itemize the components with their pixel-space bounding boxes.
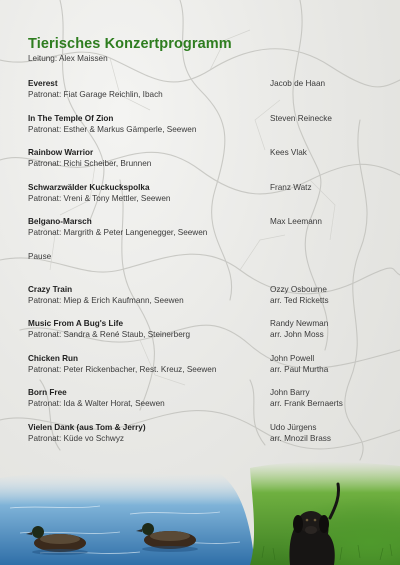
piece-patronat: Patronat: Vreni & Tony Mettler, Seewen: [28, 193, 171, 203]
piece-patronat: Patronat: Esther & Markus Gämperle, Seewen: [28, 124, 197, 134]
piece-title: Belgano-Marsch: [28, 217, 92, 226]
program-part-one: [28, 78, 372, 238]
piece-title: Crazy Train: [28, 284, 73, 294]
program-part-two: [28, 284, 372, 444]
program-item-bugs-life: [28, 318, 372, 340]
piece-composer: John Powell: [270, 353, 315, 363]
piece-composer: Kees Vlak: [270, 148, 307, 157]
piece-title: In The Temple Of Zion: [28, 113, 114, 123]
animal-photo-collage: [0, 448, 400, 565]
piece-composer: John Barry: [270, 388, 310, 397]
piece-title: Music From A Bug's Life: [28, 319, 124, 328]
piece-composer: Ozzy Osbourne: [270, 284, 327, 294]
program-title: Tierisches Konzertprogramm: [28, 36, 232, 52]
piece-arranger: arr. Mnozil Brass: [270, 433, 331, 443]
program-item-belgano-marsch: [28, 216, 372, 238]
piece-title: Rainbow Warrior: [28, 148, 94, 157]
piece-title: Everest: [28, 79, 58, 88]
program-item-kuckuckspolka: [28, 182, 372, 204]
piece-arranger: [270, 158, 372, 169]
piece-title: Vielen Dank (aus Tom & Jerry): [28, 422, 146, 432]
piece-composer: Jacob de Haan: [270, 79, 326, 88]
piece-patronat: Patronat: Sandra & René Staub, Steinerberg: [28, 330, 191, 339]
piece-composer: Udo Jürgens: [270, 422, 317, 432]
piece-patronat: Patronat: Miep & Erich Kaufmann, Seewen: [28, 295, 184, 305]
piece-arranger: arr. Ted Ricketts: [270, 295, 329, 305]
piece-composer: Randy Newman: [270, 319, 329, 328]
piece-composer: Max Leemann: [270, 217, 322, 226]
program-content: [28, 36, 372, 456]
piece-patronat: Patronat: Küde vo Schwyz: [28, 433, 125, 443]
piece-arranger: arr. Frank Bernaerts: [270, 399, 343, 408]
piece-patronat: Patronat: Fiat Garage Reichlin, Ibach: [28, 90, 163, 99]
piece-composer: Steven Reinecke: [270, 113, 332, 123]
program-item-rainbow-warrior: [28, 147, 372, 169]
piece-arranger: [270, 193, 372, 204]
piece-patronat: Patronat: Peter Rickenbacher, Rest. Kreuz, Seewen: [28, 364, 217, 374]
piece-composer: Franz Watz: [270, 182, 312, 192]
program-item-chicken-run: [28, 353, 372, 375]
piece-patronat: Patronat: Ida & Walter Horat, Seewen: [28, 399, 165, 408]
pause-label: Pause: [28, 251, 52, 261]
program-item-crazy-train: [28, 284, 372, 306]
piece-patronat: Patronat: Margrith & Peter Langenegger, Seewen: [28, 228, 208, 237]
program-item-vielen-dank: [28, 422, 372, 444]
conductor-line: Leitung: Alex Maissen: [28, 54, 108, 63]
piece-title: Chicken Run: [28, 353, 79, 363]
piece-title: Schwarzwälder Kuckuckspolka: [28, 182, 150, 192]
piece-arranger: arr. John Moss: [270, 330, 324, 339]
program-item-everest: [28, 78, 372, 100]
program-item-born-free: [28, 387, 372, 409]
piece-arranger: [270, 124, 372, 135]
program-item-temple-of-zion: [28, 113, 372, 135]
piece-arranger: arr. Paul Murtha: [270, 364, 329, 374]
piece-patronat: Patronat: Richi Scheiber, Brunnen: [28, 159, 152, 168]
piece-title: Born Free: [28, 388, 67, 397]
piece-arranger: [270, 89, 372, 100]
piece-arranger: [270, 227, 372, 238]
